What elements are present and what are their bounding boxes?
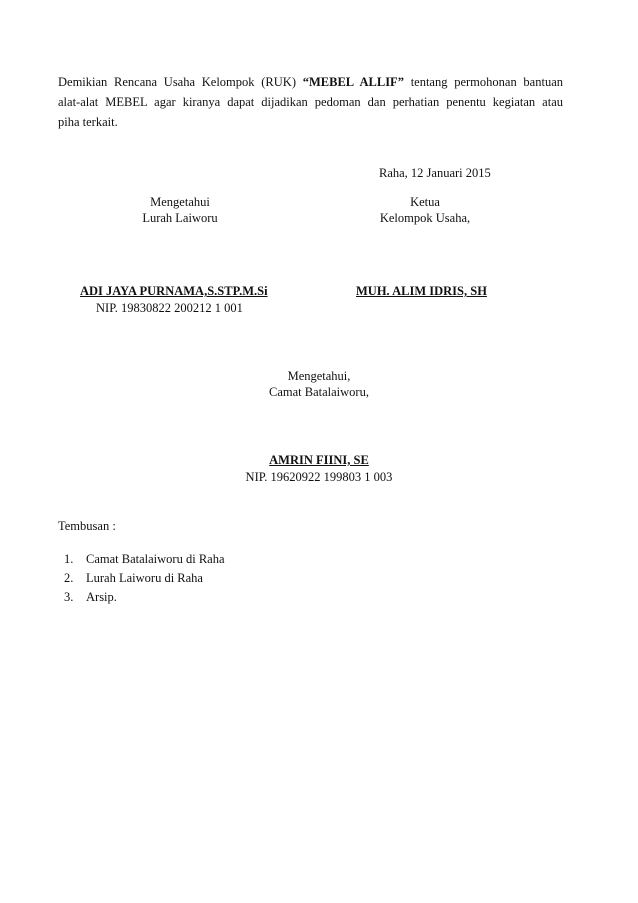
list-item [58,569,225,588]
center-role-line-2: Camat Batalaiworu, [269,385,369,399]
list-item [58,550,225,569]
tembusan-label: Tembusan : [58,519,116,533]
right-role-line-2: Kelompok Usaha, [379,211,471,225]
list-text: Lurah Laiworu di Raha [86,571,203,585]
left-signatory-name: ADI JAYA PURNAMA,S.STP.M.Si [80,284,268,298]
right-signatory-name: MUH. ALIM IDRIS, SH [356,284,487,298]
closing-paragraph [58,72,563,132]
center-role-line-1: Mengetahui, [287,369,351,383]
paragraph-text: Demikian Rencana Usaha Kelompok (RUK) [58,75,303,89]
paragraph-text: tentang permohonan bantuan [403,75,563,89]
place-date: Raha, 12 Januari 2015 [379,166,491,180]
paragraph-line-2: alat-alat MEBEL agar kiranya dapat dijadikan pedoman dan perhatian penentu kegiatan atau [58,95,563,109]
group-name: “MEBEL ALLIF” [302,75,404,89]
list-text: Camat Batalaiworu di Raha [86,552,225,566]
left-role-line-1: Mengetahui [150,195,210,209]
list-text: Arsip. [86,590,117,604]
tembusan-list [58,550,225,607]
list-number: 3. [64,590,74,604]
left-signatory-nip: NIP. 19830822 200212 1 001 [96,301,243,315]
list-item [58,588,225,607]
paragraph-line-3: piha terkait. [58,115,118,129]
center-signatory-nip: NIP. 19620922 199803 1 003 [245,470,393,484]
center-signatory-name: AMRIN FIINI, SE [269,453,369,467]
left-role-line-2: Lurah Laiworu [142,211,218,225]
right-role-line-1: Ketua [410,195,440,209]
paragraph-line-1 [58,72,563,92]
list-number: 1. [64,552,74,566]
list-number: 2. [64,571,74,585]
